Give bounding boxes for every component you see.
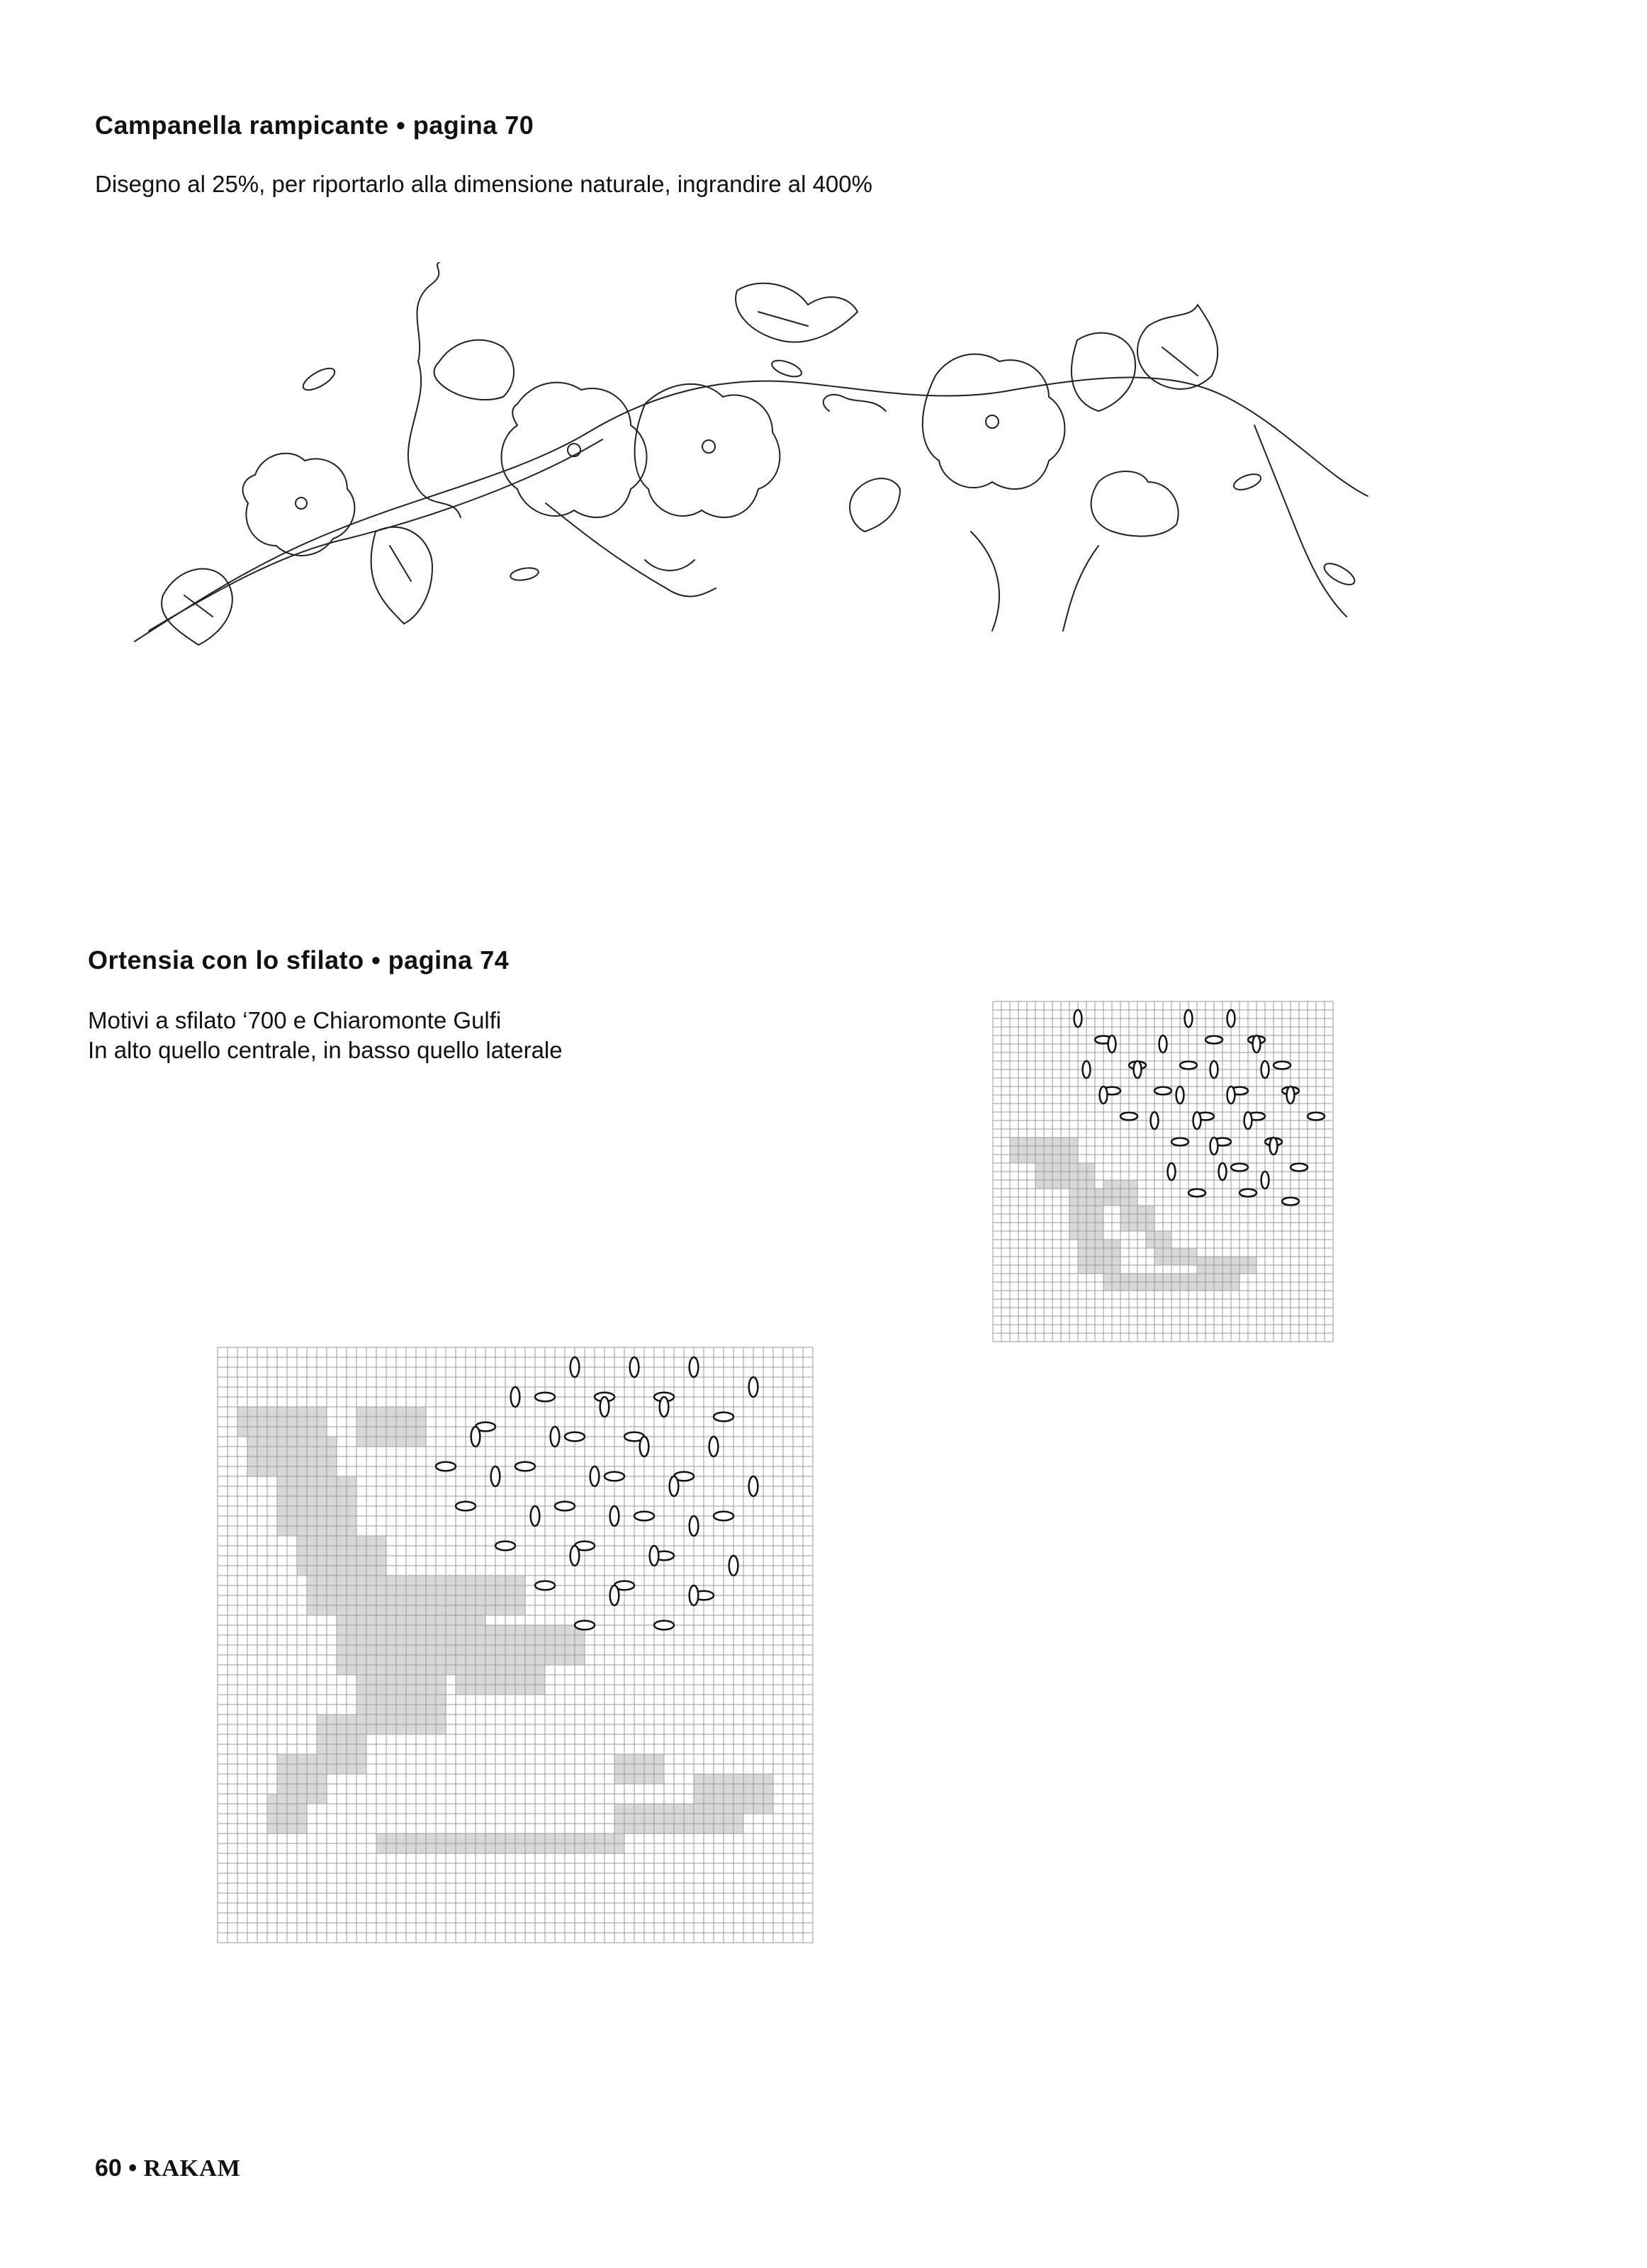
section-caption-campanella: Disegno al 25%, per riportarlo alla dimensione naturale, ingrandire al 400% xyxy=(95,171,872,197)
morning-glory-vine-illustration xyxy=(120,262,1396,659)
section-caption-ortensia-line-1: Motivi a sfilato ‘700 e Chiaromonte Gulfi xyxy=(88,1007,502,1033)
section-title-campanella: Campanella rampicante • pagina 70 xyxy=(95,111,534,140)
page-number: 60 xyxy=(95,2155,122,2182)
section-caption-ortensia-line-2: In alto quello centrale, in basso quello laterale xyxy=(88,1037,563,1063)
embroidery-chart-large xyxy=(217,1347,816,1946)
magazine-brand: RAKAM xyxy=(143,2155,241,2182)
footer-separator: • xyxy=(128,2155,137,2182)
page-footer xyxy=(95,2155,241,2182)
section-title-ortensia: Ortensia con lo sfilato • pagina 74 xyxy=(88,945,510,975)
embroidery-chart-small xyxy=(992,1001,1332,1341)
